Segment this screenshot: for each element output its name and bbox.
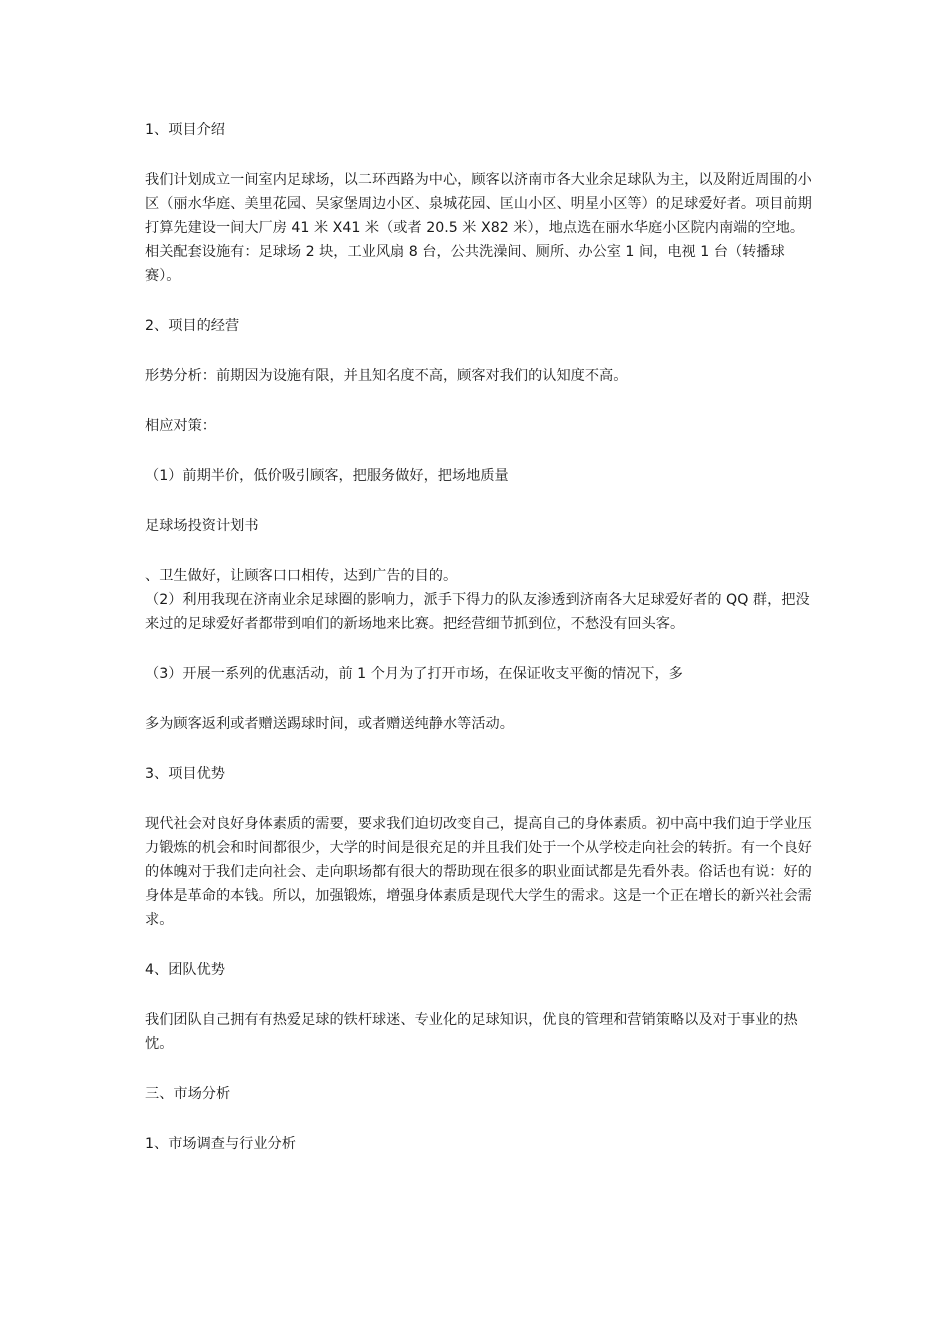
document-page: [145, 118, 815, 1156]
heading-project-advantages: 3、项目优势: [145, 766, 225, 782]
heading-project-intro: 1、项目介绍: [145, 122, 225, 138]
paragraph-measure-3-continued: 多为顾客返利或者赠送踢球时间，或者赠送纯静水等活动。: [145, 716, 514, 732]
paragraph-countermeasures-label: 相应对策：: [145, 418, 216, 434]
paragraph-measure-2: （2）利用我现在济南业余足球圈的影响力，派手下得力的队友渗透到济南各大足球爱好者的 QQ 群，把没来过的足球爱好者都带到咱们的新场地来比赛。把经营细节抓到位，不愁没有回头客。: [145, 592, 810, 632]
paragraph-measure-3: （3）开展一系列的优惠活动，前 1 个月为了打开市场，在保证收支平衡的情况下，多: [145, 666, 683, 682]
paragraph-project-advantages: 现代社会对良好身体素质的需要，要求我们迫切改变自己，提高自己的身体素质。初中高中我们迫于学业压力锻炼的机会和时间都很少，大学的时间是很充足的并且我们处于一个从学校走向社会的转折。有一个良好的体魄对于我们走向社会、走向职场都有很大的帮助现在很多的职业面试都是先看外表。俗话也有说：好的身体是革命的本钱。所以，加强锻炼，增强身体素质是现代大学生的需求。这是一个正在增长的新兴社会需求。: [145, 816, 812, 928]
paragraph-situation-analysis: 形势分析：前期因为设施有限，并且知名度不高，顾客对我们的认知度不高。: [145, 368, 628, 384]
document-title-line: 足球场投资计划书: [145, 518, 259, 534]
heading-market-analysis: 三、市场分析: [145, 1086, 231, 1102]
heading-market-survey: 1、市场调查与行业分析: [145, 1136, 296, 1152]
paragraph-measure-1-continued: 、卫生做好，让顾客口口相传，达到广告的目的。: [145, 568, 458, 584]
heading-project-operation: 2、项目的经营: [145, 318, 240, 334]
heading-team-advantages: 4、团队优势: [145, 962, 225, 978]
paragraph-project-intro: 我们计划成立一间室内足球场，以二环西路为中心，顾客以济南市各大业余足球队为主，以及附近周围的小区（丽水华庭、美里花园、吴家堡周边小区、泉城花园、匡山小区、明星小区等）的足球爱好者。项目前期打算先建设一间大厂房 41 米 X41 米（或者 20.5 米 X82 米），地点选在丽水华庭小区院内南端的空地。相关配套设施有：足球场 2 块，工业风扇 8 台，公共洗澡间、厕所、办公室 1 间，电视 1 台（转播球赛）。: [145, 172, 812, 284]
paragraph-measure-1: （1）前期半价，低价吸引顾客，把服务做好，把场地质量: [145, 468, 509, 484]
paragraph-team-advantages: 我们团队自己拥有有热爱足球的铁杆球迷、专业化的足球知识，优良的管理和营销策略以及对于事业的热忱。: [145, 1012, 798, 1052]
